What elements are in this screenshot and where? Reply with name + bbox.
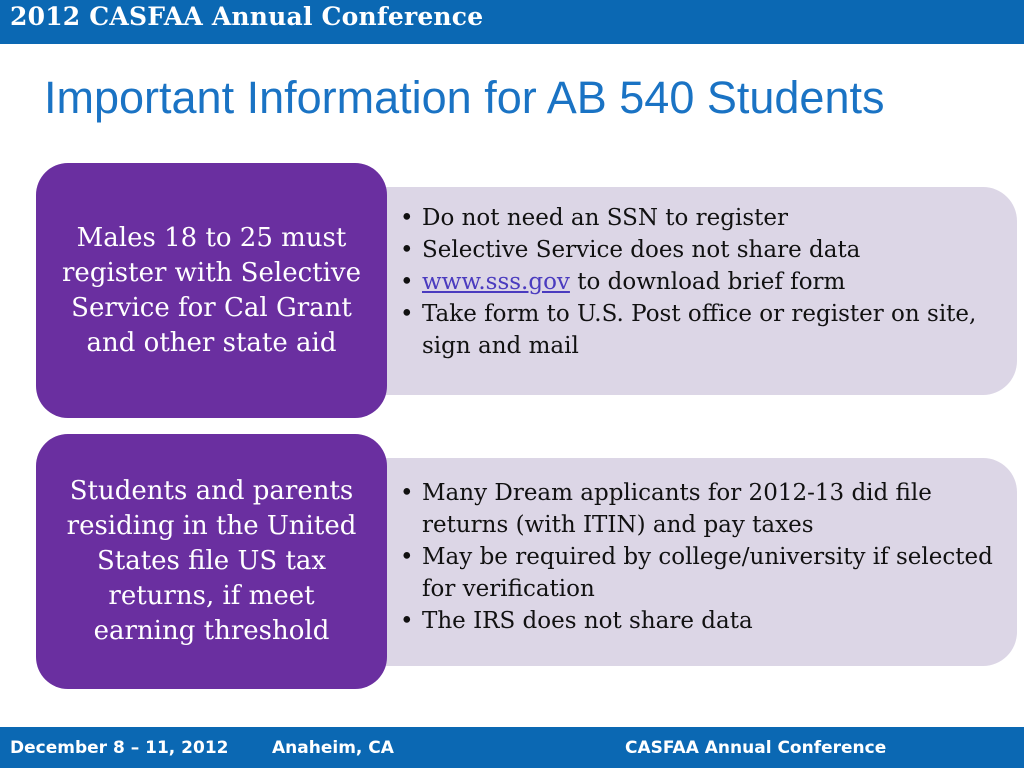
header-conference-title: 2012 CASFAA Annual Conference [10,2,484,31]
section-label-text: Males 18 to 25 must register with Selective Service for Cal Grant and other state aid [62,222,361,358]
list-item: • May be required by college/university if selected for verification [396,541,996,605]
bullet-icon: • [400,480,414,506]
bullet-icon: • [400,269,414,295]
list-item: • Take form to U.S. Post office or register on site, sign and mail [396,298,996,362]
list-item: • Selective Service does not share data [396,234,996,266]
header-bar [0,0,1024,44]
sss-gov-link[interactable]: www.sss.gov [422,269,570,295]
bullet-list-selective-service [396,202,996,362]
bullet-icon: • [400,544,414,570]
list-item: • The IRS does not share data [396,605,996,637]
bullet-icon: • [400,237,414,263]
footer-conference: CASFAA Annual Conference [625,738,887,758]
footer-bar [0,727,1024,768]
bullet-icon: • [400,608,414,634]
bullet-icon: • [400,205,414,231]
bullet-icon: • [400,301,414,327]
list-item: • Do not need an SSN to register [396,202,996,234]
bullet-list-tax-returns [396,477,996,637]
footer-location: Anaheim, CA [272,738,394,758]
section-label-tax-returns [36,434,387,689]
list-item: • www.sss.gov to download brief form [396,266,996,298]
slide-title: Important Information for AB 540 Students [44,72,885,123]
footer-dates: December 8 – 11, 2012 [10,738,229,758]
section-label-selective-service [36,163,387,418]
section-label-text: Students and parents residing in the United States file US tax returns, if meet earning threshold [66,476,357,646]
list-item: • Many Dream applicants for 2012-13 did file returns (with ITIN) and pay taxes [396,477,996,541]
